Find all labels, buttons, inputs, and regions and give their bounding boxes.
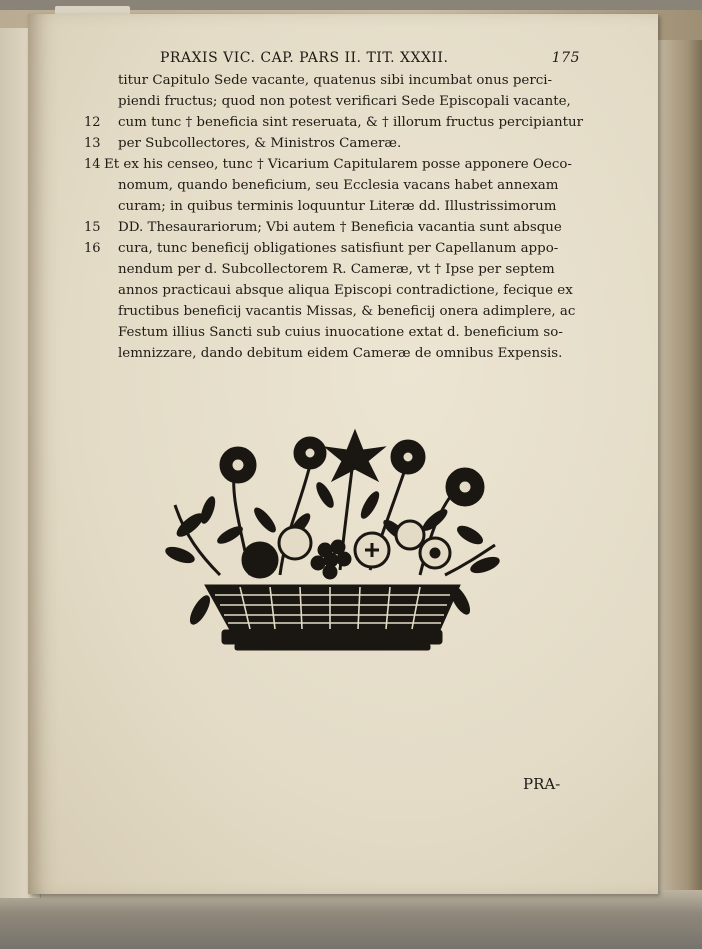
page-number: 175: [551, 50, 580, 66]
text-line: DD. Thesaurariorum; Vbi autem † Beneficia vacantia sunt absque: [118, 220, 562, 235]
text-line: Et ex his censeo, tunc † Vicarium Capitularem posse apponere Oeco-: [104, 157, 572, 172]
text-line: cura, tunc beneficij obligationes satisfiunt per Capellanum appo-: [118, 241, 559, 256]
text-line: curam; in quibus terminis loquuntur Literæ dd. Illustrissimorum: [118, 199, 557, 214]
margin-number: [84, 91, 114, 112]
margin-number: [84, 70, 114, 91]
text-line: nomum, quando beneficium, seu Ecclesia vacans habet annexam: [118, 178, 559, 193]
text-line: piendi fructus; quod non potest verificari Sede Episcopali vacante,: [118, 94, 571, 109]
running-title: PRAXIS VIC. CAP. PARS II. TIT. XXXII.: [160, 50, 449, 66]
text-line: Festum illius Sancti sub cuius inuocatione extat d. beneficium so-: [118, 325, 563, 340]
text-line: nendum per d. Subcollectorem R. Cameræ, vt † Ipse per septem: [118, 262, 555, 277]
margin-number: [84, 196, 114, 217]
catchword: PRA-: [523, 775, 561, 793]
margin-number: [84, 175, 114, 196]
running-header: [160, 50, 580, 66]
background-surface: [0, 890, 702, 949]
text-line: titur Capitulo Sede vacante, quatenus sibi incumbat onus perci-: [118, 73, 553, 88]
margin-number: 15: [84, 220, 101, 235]
margin-number: 13: [84, 136, 101, 151]
text-line: fructibus beneficij vacantis Missas, & beneficij onera adimplere, ac: [118, 304, 576, 319]
flower-basket-ornament: [160, 425, 505, 655]
text-line: lemnizzare, dando debitum eidem Cameræ de omnibus Expensis.: [118, 346, 563, 361]
text-line: per Subcollectores, & Ministros Cameræ.: [118, 136, 402, 151]
body-text: [104, 70, 593, 364]
margin-number: 14: [84, 157, 101, 172]
margin-number: 16: [84, 241, 101, 256]
text-line: annos practicaui absque aliqua Episcopi contradictione, fecique ex: [118, 283, 573, 298]
text-line: cum tunc † beneficia sint reseruata, & † illorum fructus percipiantur: [118, 115, 584, 130]
page-stack-edge: [652, 40, 702, 910]
margin-number: 12: [84, 115, 101, 130]
